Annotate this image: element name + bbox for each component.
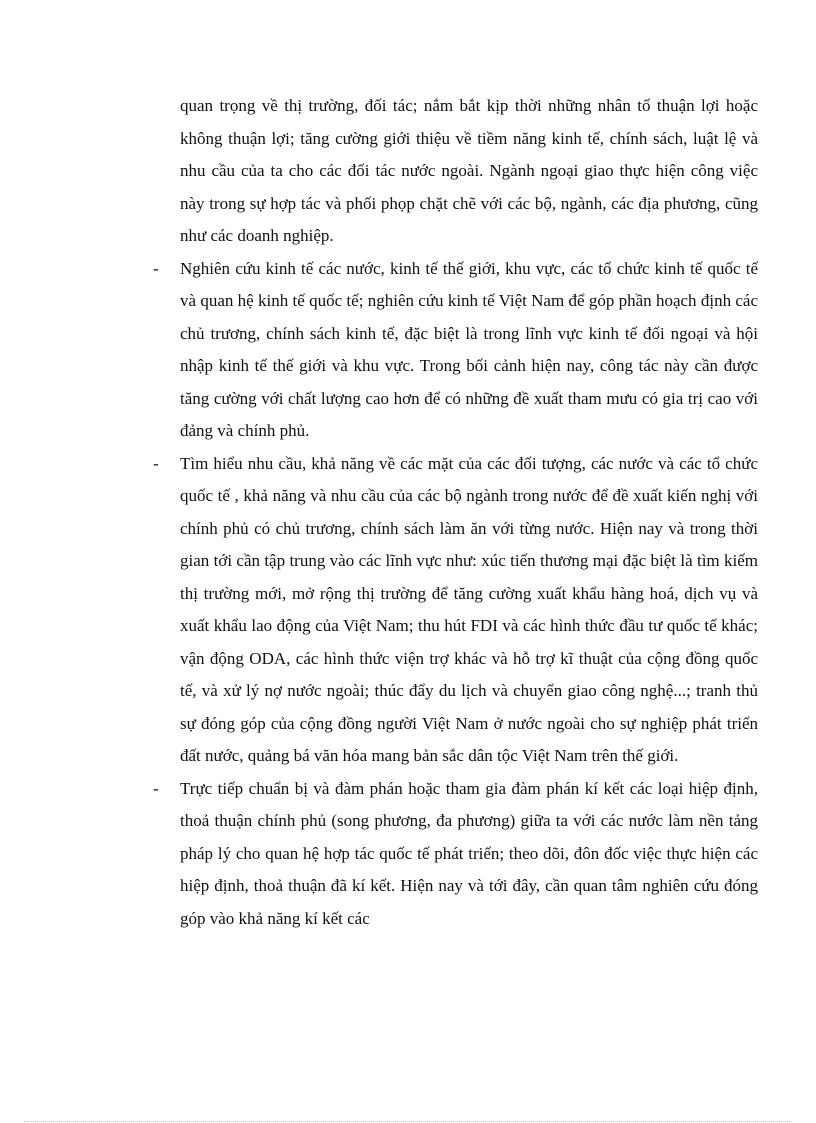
bullet-dash: - [153, 453, 159, 473]
bullet-dash: - [153, 778, 159, 798]
page-body [153, 90, 758, 935]
list-item [153, 773, 758, 936]
list-item [153, 448, 758, 773]
list-item [153, 253, 758, 448]
page-bottom-divider [24, 1121, 792, 1122]
list-item-text: Tìm hiểu nhu cầu, khả năng về các mặt của các đối tượng, các nước và các tổ chức quốc tế , khả năng và nhu cầu của các bộ ngành trong nước để đề xuất kiến nghị với chính phủ có chủ trương, chính sách làm ăn với từng nước. Hiện nay và trong thời gian tới cần tập trung vào các lĩnh vực như: xúc tiến thương mại đặc biệt là tìm kiếm thị trường mới, mở rộng thị trường để tăng cường xuất khẩu hàng hoá, dịch vụ và xuất khẩu lao động của Việt Nam; thu hút FDI và các hình thức đầu tư quốc tế khác; vận động ODA, các hình thức viện trợ khác và hỗ trợ kĩ thuật của cộng đồng quốc tế, và xử lý nợ nước ngoài; thúc đẩy du lịch và chuyển giao công nghệ...; tranh thủ sự đóng góp của cộng đồng người Việt Nam ở nước ngoài cho sự nghiệp phát triển đất nước, quảng bá văn hóa mang bản sắc dân tộc Việt Nam trên thế giới. [180, 453, 758, 765]
bullet-dash: - [153, 258, 159, 278]
list-item-text: Trực tiếp chuẩn bị và đàm phán hoặc tham gia đàm phán kí kết các loại hiệp định, thoả thuận chính phủ (song phương, đa phương) giữa ta với các nước làm nền tảng pháp lý cho quan hệ hợp tác quốc tế phát triển; theo dõi, đôn đốc việc thực hiện các hiệp định, thoả thuận đã kí kết. Hiện nay và tới đây, cần quan tâm nghiên cứu đóng góp vào khả năng kí kết các [180, 778, 758, 928]
list-item-text: Nghiên cứu kinh tế các nước, kinh tế thế giới, khu vực, các tổ chức kinh tế quốc tế và quan hệ kinh tế quốc tế; nghiên cứu kinh tế Việt Nam để góp phần hoạch định các chủ trương, chính sách kinh tế, đặc biệt là trong lĩnh vực kinh tế đối ngoại và hội nhập kinh tế thế giới và khu vực. Trong bối cảnh hiện nay, công tác này cần được tăng cường với chất lượng cao hơn để có những đề xuất tham mưu có gia trị cao với đảng và chính phủ. [180, 258, 758, 440]
intro-paragraph: quan trọng về thị trường, đối tác; nắm bắt kịp thời những nhân tố thuận lợi hoặc không thuận lợi; tăng cường giới thiệu về tiềm năng kinh tế, chính sách, luật lệ và nhu cầu của ta cho các đối tác nước ngoài. Ngành ngoại giao thực hiện công việc này trong sự hợp tác và phối phọp chặt chẽ với các bộ, ngành, các địa phương, cũng như các doanh nghiệp. [180, 96, 758, 245]
